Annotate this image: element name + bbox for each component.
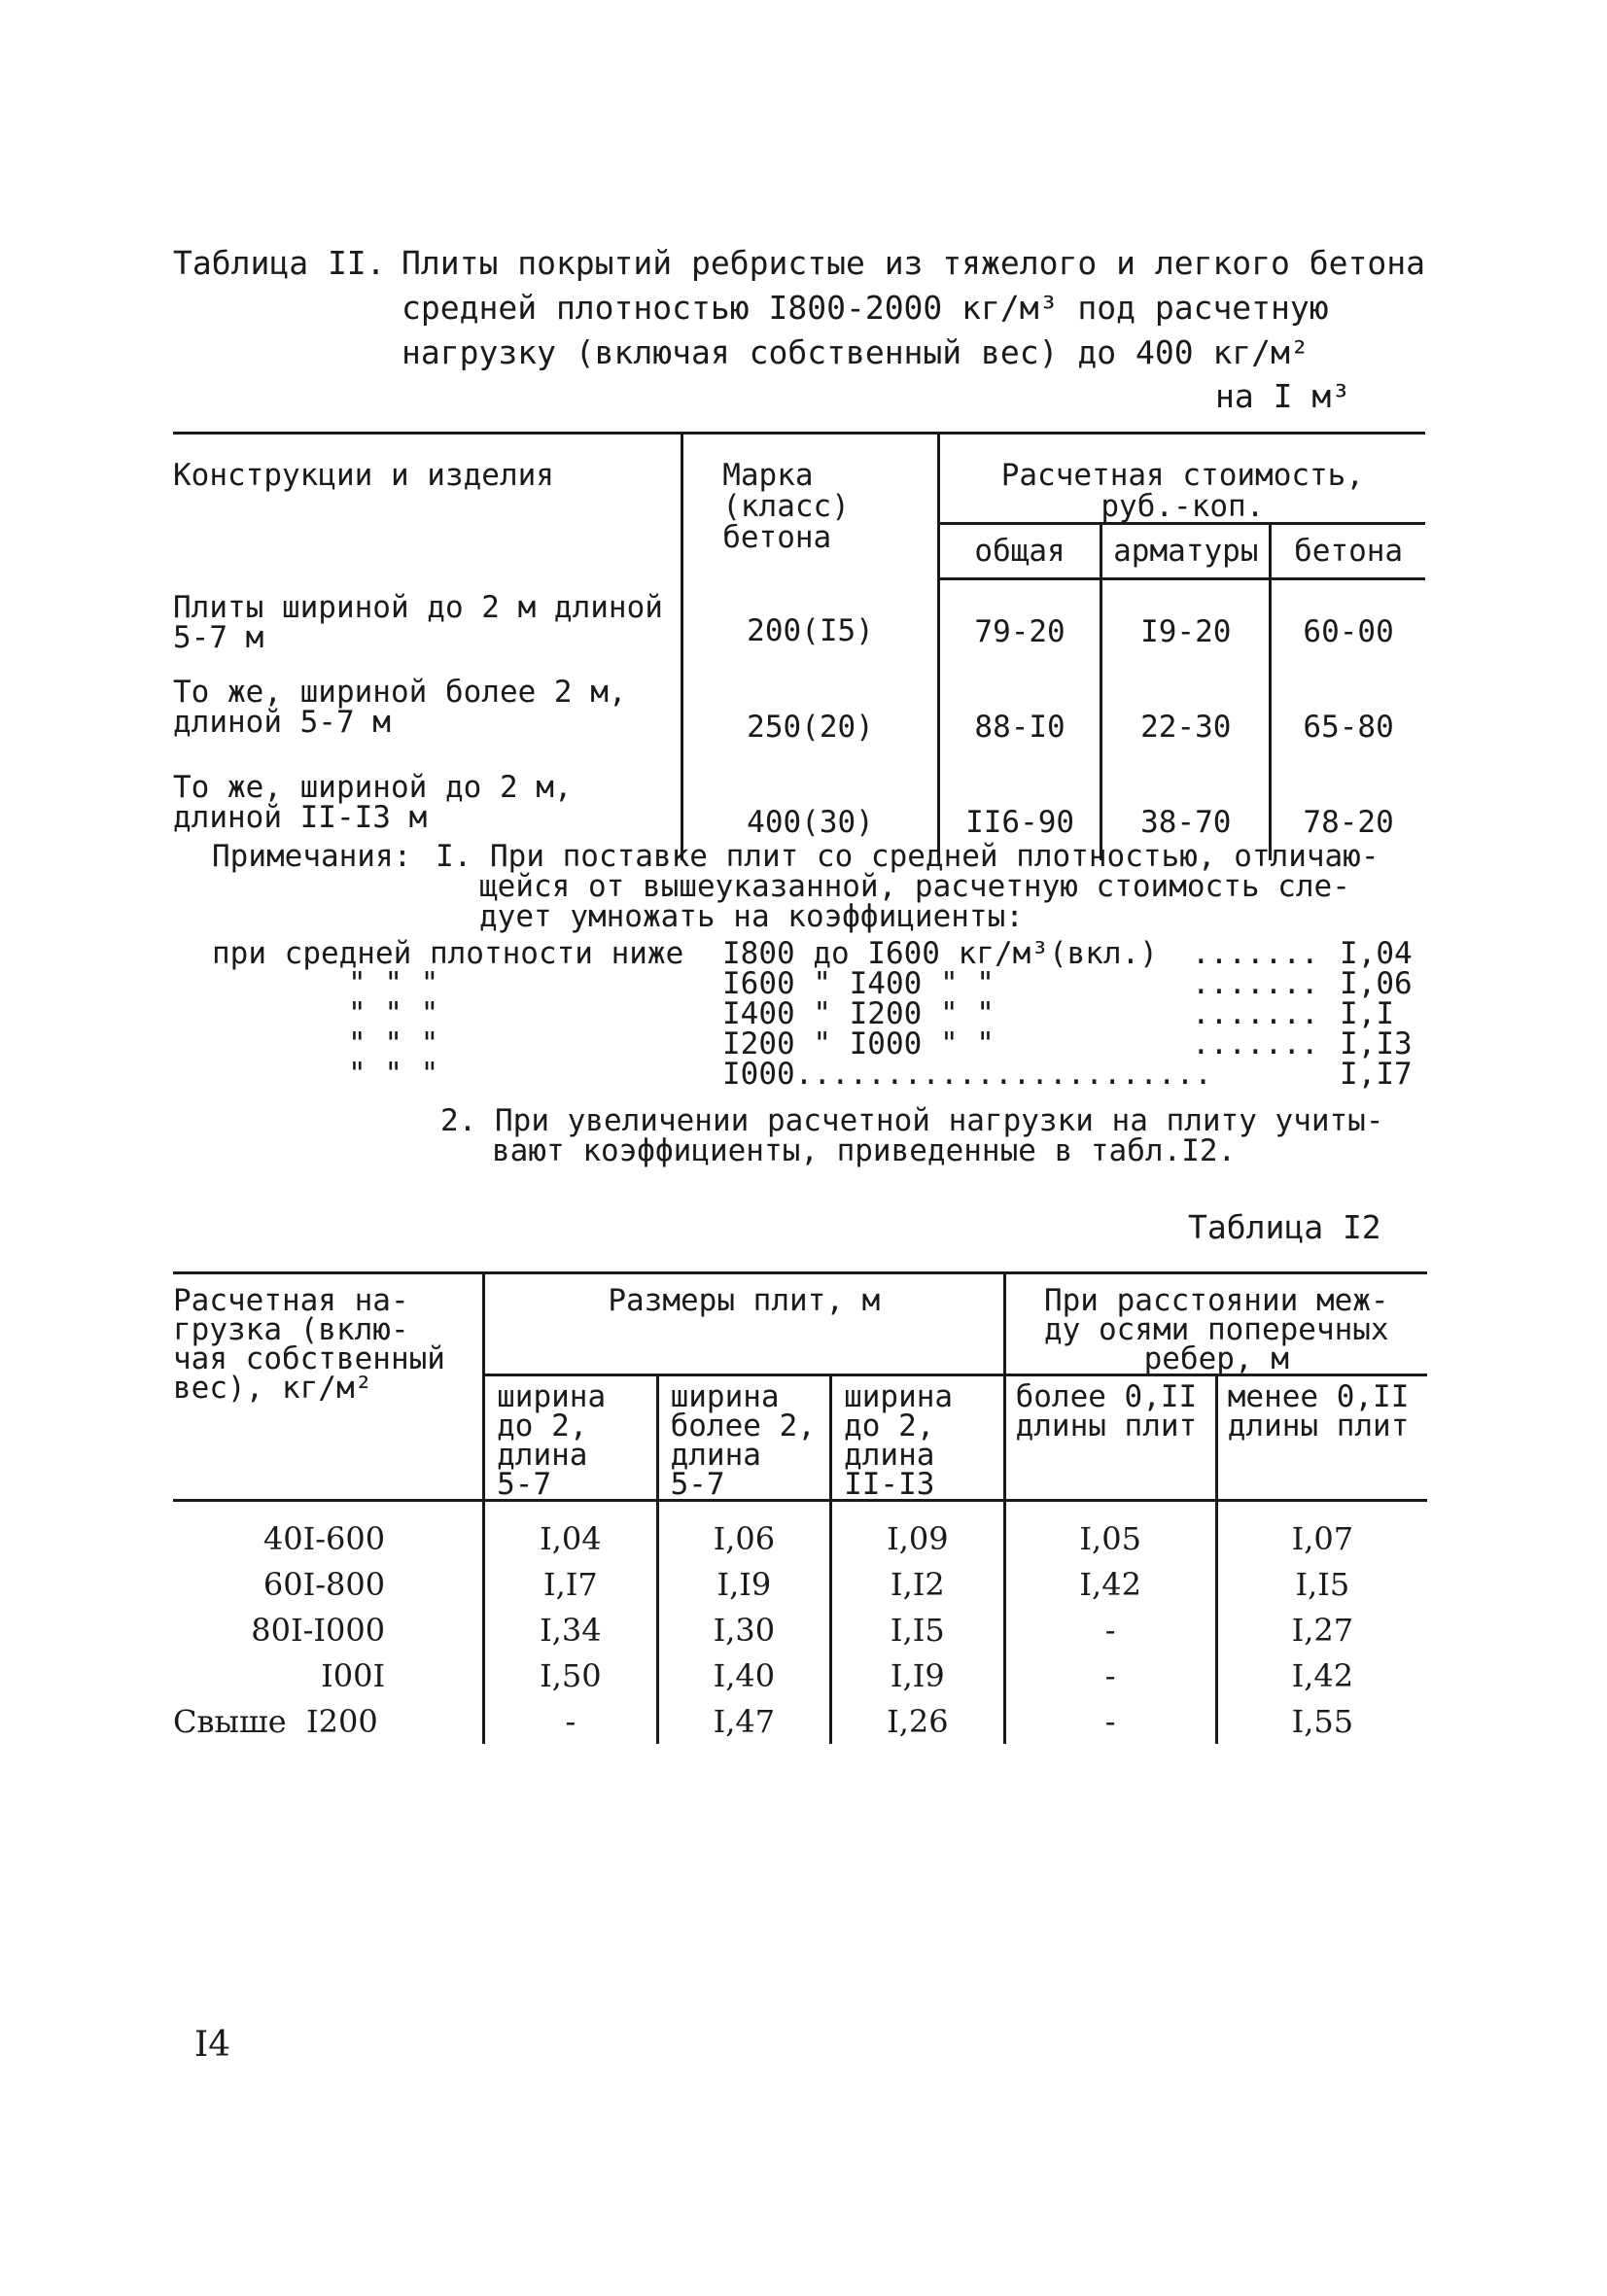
table-row	[173, 1501, 1427, 1562]
cell-w3: I,I9	[831, 1652, 1004, 1698]
header-line: II-I3	[844, 1467, 935, 1502]
table11-header-total: общая	[938, 524, 1101, 579]
note1-line: I. При поставке плит со средней плотностью, отличаю-	[436, 839, 1380, 874]
cell-total: II6-90	[938, 765, 1101, 860]
cell-w1: I,I7	[484, 1561, 657, 1607]
cell-d1: -	[1004, 1652, 1216, 1698]
coef-prefix: " " "	[348, 966, 439, 1001]
cell-mark: 400(30)	[682, 765, 939, 860]
name-line: длиной II-I3 м	[173, 800, 428, 835]
table-row	[173, 1561, 1427, 1607]
header-line: длина	[670, 1438, 761, 1473]
coef-value: I,04	[1340, 936, 1413, 971]
coef-range: I200 " I000 " "	[722, 1026, 995, 1061]
cell-total: 79-20	[938, 579, 1101, 671]
coef-row	[212, 966, 1417, 1001]
table12-header-dim2	[657, 1375, 830, 1501]
table11-header-mark	[682, 434, 939, 579]
cell-concrete: 65-80	[1303, 709, 1394, 745]
header-line: ширина	[497, 1379, 607, 1414]
header-line: При расстоянии меж-	[1043, 1283, 1389, 1318]
header-line: менее 0,II	[1227, 1379, 1410, 1414]
cell-d2: I,55	[1291, 1702, 1354, 1740]
cell-rebar: 38-70	[1101, 765, 1271, 860]
page-number: I4	[194, 2025, 231, 2065]
table-row	[173, 1607, 1427, 1652]
cell-d1: I,05	[1004, 1501, 1216, 1562]
header-line: более 2,	[670, 1409, 816, 1444]
table11-header-cost	[938, 434, 1425, 524]
coef-dots: .......	[1192, 966, 1319, 1001]
note2-line: вают коэффициенты, приведенные в табл.I2.	[492, 1133, 1237, 1168]
cell-mark: 200(I5)	[682, 579, 939, 671]
header-line: вес), кг/м²	[173, 1371, 373, 1406]
table12-header-dim3	[831, 1375, 1004, 1501]
cell-d2: I,27	[1291, 1611, 1354, 1649]
note1-line: щейся от вышеуказанной, расчетную стоимость сле-	[479, 869, 1350, 904]
name-line: длиной 5-7 м	[173, 705, 391, 740]
cell-load: I00I	[173, 1652, 484, 1698]
table-row	[173, 670, 1425, 765]
note2-line: 2. При увеличении расчетной нагрузки на плиту учиты-	[440, 1103, 1384, 1138]
table11-caption-line: средней плотностью I800-2000 кг/м³ под расчетную	[402, 289, 1329, 327]
cell-d1: -	[1004, 1698, 1216, 1744]
coef-range: I000.......................	[722, 1057, 1212, 1092]
table11-label: Таблица II.	[173, 244, 386, 282]
cell-w2: I,40	[657, 1652, 830, 1698]
table12	[173, 1271, 1427, 1744]
table11-header-concrete: бетона	[1271, 524, 1425, 579]
header-line: грузка (вклю-	[173, 1312, 409, 1347]
cell-w3: I,I2	[831, 1561, 1004, 1607]
header-line: Расчетная на-	[173, 1283, 409, 1318]
coef-prefix: " " "	[348, 996, 439, 1031]
cell-total: 88-I0	[938, 670, 1101, 765]
name-line: То же, шириной более 2 м,	[173, 675, 627, 710]
header-line: 5-7	[497, 1467, 552, 1502]
coef-prefix: " " "	[348, 1026, 439, 1061]
table11	[173, 432, 1425, 860]
cell-load: Свыше I200	[173, 1698, 484, 1744]
cell-rebar: I9-20	[1101, 579, 1271, 671]
coef-dots: .......	[1192, 936, 1319, 971]
cell-d2: I,42	[1291, 1656, 1354, 1694]
table-row	[173, 1652, 1427, 1698]
cell-concrete: 78-20	[1303, 804, 1394, 840]
cell-w2: I,06	[657, 1501, 830, 1562]
coef-dots: .......	[1192, 996, 1319, 1031]
cell-w3: I,I5	[831, 1607, 1004, 1652]
cell-w3: I,09	[831, 1501, 1004, 1562]
cell-w1: I,04	[484, 1501, 657, 1562]
cell-w1: I,50	[484, 1652, 657, 1698]
header-line: более 0,II	[1015, 1379, 1198, 1414]
table-row	[173, 579, 1425, 671]
coef-row	[212, 996, 1417, 1031]
cell-d2: I,07	[1291, 1519, 1354, 1557]
table12-header-dist2	[1216, 1375, 1427, 1501]
header-line: длины плит	[1015, 1409, 1198, 1444]
header-line: ширина	[670, 1379, 780, 1414]
coef-prefix: " " "	[348, 1057, 439, 1092]
name-line: 5-7 м	[173, 619, 264, 655]
note1-line: дует умножать на коэффициенты:	[479, 899, 1024, 934]
cell-d1: -	[1004, 1607, 1216, 1652]
name-line: Плиты шириной до 2 м длиной	[173, 589, 663, 625]
coef-row	[212, 936, 1417, 971]
coef-value: I,06	[1340, 966, 1413, 1001]
coef-value: I,I7	[1340, 1057, 1413, 1092]
table12-header-load	[173, 1273, 484, 1501]
cell-load: 40I-600	[173, 1501, 484, 1562]
cell-w3: I,26	[831, 1698, 1004, 1744]
coef-prefix: при средней плотности ниже	[212, 936, 684, 971]
table12-header-dim1	[484, 1375, 657, 1501]
cell-d2: I,I5	[1295, 1565, 1350, 1603]
header-line: Марка	[722, 458, 814, 493]
header-line: длина	[497, 1438, 588, 1473]
cell-w2: I,30	[657, 1607, 830, 1652]
header-line: чая собственный	[173, 1341, 445, 1376]
cell-rebar: 22-30	[1101, 670, 1271, 765]
header-line: ребер, м	[1143, 1341, 1289, 1376]
header-line: 5-7	[670, 1467, 725, 1502]
coef-range: I800 до I600 кг/м³(вкл.)	[722, 936, 1158, 971]
cell-w1: -	[484, 1698, 657, 1744]
header-line: бетона	[722, 520, 832, 555]
table11-caption-line: Плиты покрытий ребристые из тяжелого и легкого бетона	[402, 244, 1425, 282]
table11-caption-line: нагрузку (включая собственный вес) до 400 кг/м²	[402, 333, 1310, 371]
header-line: (класс)	[722, 489, 850, 524]
table12-header-dims: Размеры плит, м	[484, 1273, 1004, 1375]
header-line: длины плит	[1227, 1409, 1410, 1444]
table11-header-rebar: арматуры	[1101, 524, 1271, 579]
cell-d1: I,42	[1004, 1561, 1216, 1607]
cell-concrete: 60-00	[1303, 613, 1394, 649]
name-line: То же, шириной до 2 м,	[173, 770, 573, 805]
header-line: до 2,	[844, 1409, 935, 1444]
table12-header-dist1	[1004, 1375, 1216, 1501]
table11-header-construction: Конструкции и изделия	[173, 434, 682, 579]
table12-header-dist	[1004, 1273, 1427, 1375]
cell-name	[173, 579, 682, 671]
header-line: Расчетная стоимость,	[1000, 458, 1365, 493]
cell-w2: I,I9	[657, 1561, 830, 1607]
header-line: ширина	[844, 1379, 954, 1414]
coef-value: I,I3	[1340, 1026, 1413, 1061]
header-line: руб.-коп.	[1100, 489, 1265, 524]
header-line: длина	[844, 1438, 935, 1473]
notes-label: Примечания:	[212, 839, 412, 874]
cell-load: 60I-800	[173, 1561, 484, 1607]
cell-w1: I,34	[484, 1607, 657, 1652]
coef-range: I600 " I400 " "	[722, 966, 995, 1001]
table11-unit-note: на I м³	[1215, 377, 1351, 415]
cell-load: 80I-I000	[173, 1607, 484, 1652]
cell-name	[173, 670, 682, 765]
coef-value: I,I	[1340, 996, 1394, 1031]
coef-row	[212, 1026, 1417, 1061]
coef-range: I400 " I200 " "	[722, 996, 995, 1031]
cell-w2: I,47	[657, 1698, 830, 1744]
header-line: ду осями поперечных	[1043, 1312, 1389, 1347]
coef-dots: .......	[1192, 1026, 1319, 1061]
table-row	[173, 1698, 1427, 1744]
cell-mark: 250(20)	[682, 670, 939, 765]
table12-label: Таблица I2	[1188, 1208, 1381, 1246]
header-line: до 2,	[497, 1409, 588, 1444]
coef-row	[212, 1057, 1417, 1092]
